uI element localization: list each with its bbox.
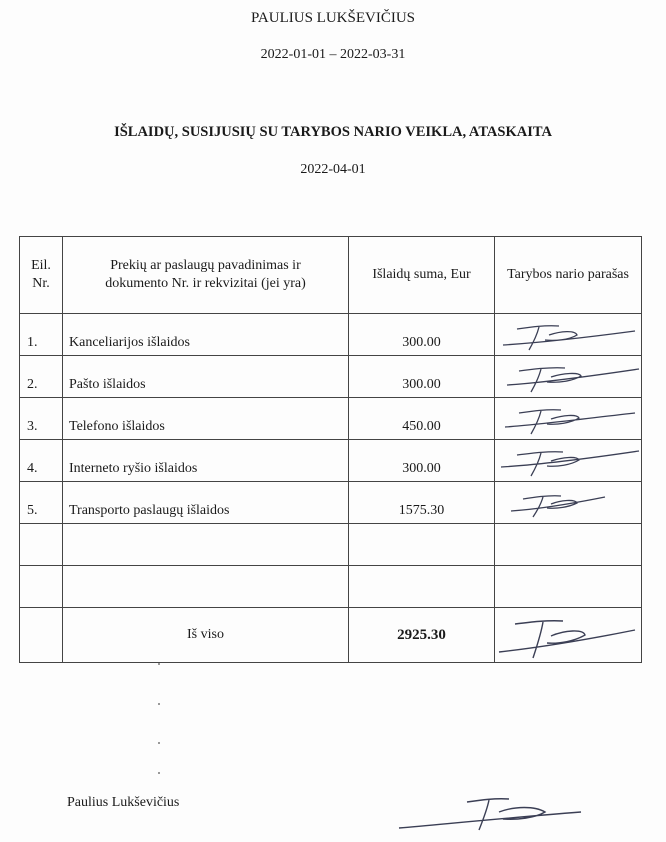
row-nr: 4.: [20, 440, 63, 482]
report-date: 2022-04-01: [300, 162, 366, 177]
person-name: PAULIUS LUKŠEVIČIUS: [250, 10, 416, 26]
scan-speck: [158, 772, 160, 774]
scan-speck: [158, 742, 160, 744]
signature-image: [495, 440, 642, 482]
table-row: [20, 440, 642, 482]
report-title: IŠLAIDŲ, SUSIJUSIŲ SU TARYBOS NARIO VEIKLA, ATASKAITA: [114, 124, 552, 140]
table-total-row: [20, 608, 642, 663]
table-row: [20, 398, 642, 440]
table-header-row: [20, 237, 642, 314]
table-row-empty: [20, 566, 642, 608]
row-amount: 1575.30: [349, 482, 495, 524]
signature-image: [495, 356, 642, 398]
row-amount: 300.00: [349, 314, 495, 356]
row-name: Interneto ryšio išlaidos: [63, 440, 349, 482]
signature-image: [395, 792, 585, 836]
table-row: [20, 314, 642, 356]
total-label: Iš viso: [63, 608, 349, 663]
signer-name: Paulius Lukševičius: [67, 795, 180, 810]
row-amount: 300.00: [349, 356, 495, 398]
column-header-signature: Tarybos nario parašas: [495, 237, 642, 314]
expense-table: [19, 236, 642, 663]
signature-image: [495, 314, 642, 356]
signature-image: [495, 608, 642, 663]
scan-speck: [158, 703, 160, 705]
row-amount: 300.00: [349, 440, 495, 482]
row-name: Pašto išlaidos: [63, 356, 349, 398]
scan-speck: [158, 663, 160, 665]
report-period: 2022-01-01 – 2022-03-31: [260, 47, 406, 62]
column-header-nr: Eil. Nr.: [20, 237, 63, 314]
column-header-name: Prekių ar paslaugų pavadinimas ir dokumento Nr. ir rekvizitai (jei yra): [63, 237, 349, 314]
row-nr: 3.: [20, 398, 63, 440]
total-amount: 2925.30: [349, 608, 495, 663]
row-amount: 450.00: [349, 398, 495, 440]
signature-image: [495, 398, 642, 440]
row-nr: 2.: [20, 356, 63, 398]
table-row: [20, 356, 642, 398]
row-nr: 5.: [20, 482, 63, 524]
row-name: Transporto paslaugų išlaidos: [63, 482, 349, 524]
signature-image: [495, 482, 642, 524]
column-header-amount: Išlaidų suma, Eur: [349, 237, 495, 314]
row-nr: 1.: [20, 314, 63, 356]
table-row: [20, 482, 642, 524]
row-name: Kanceliarijos išlaidos: [63, 314, 349, 356]
row-name: Telefono išlaidos: [63, 398, 349, 440]
table-row-empty: [20, 524, 642, 566]
